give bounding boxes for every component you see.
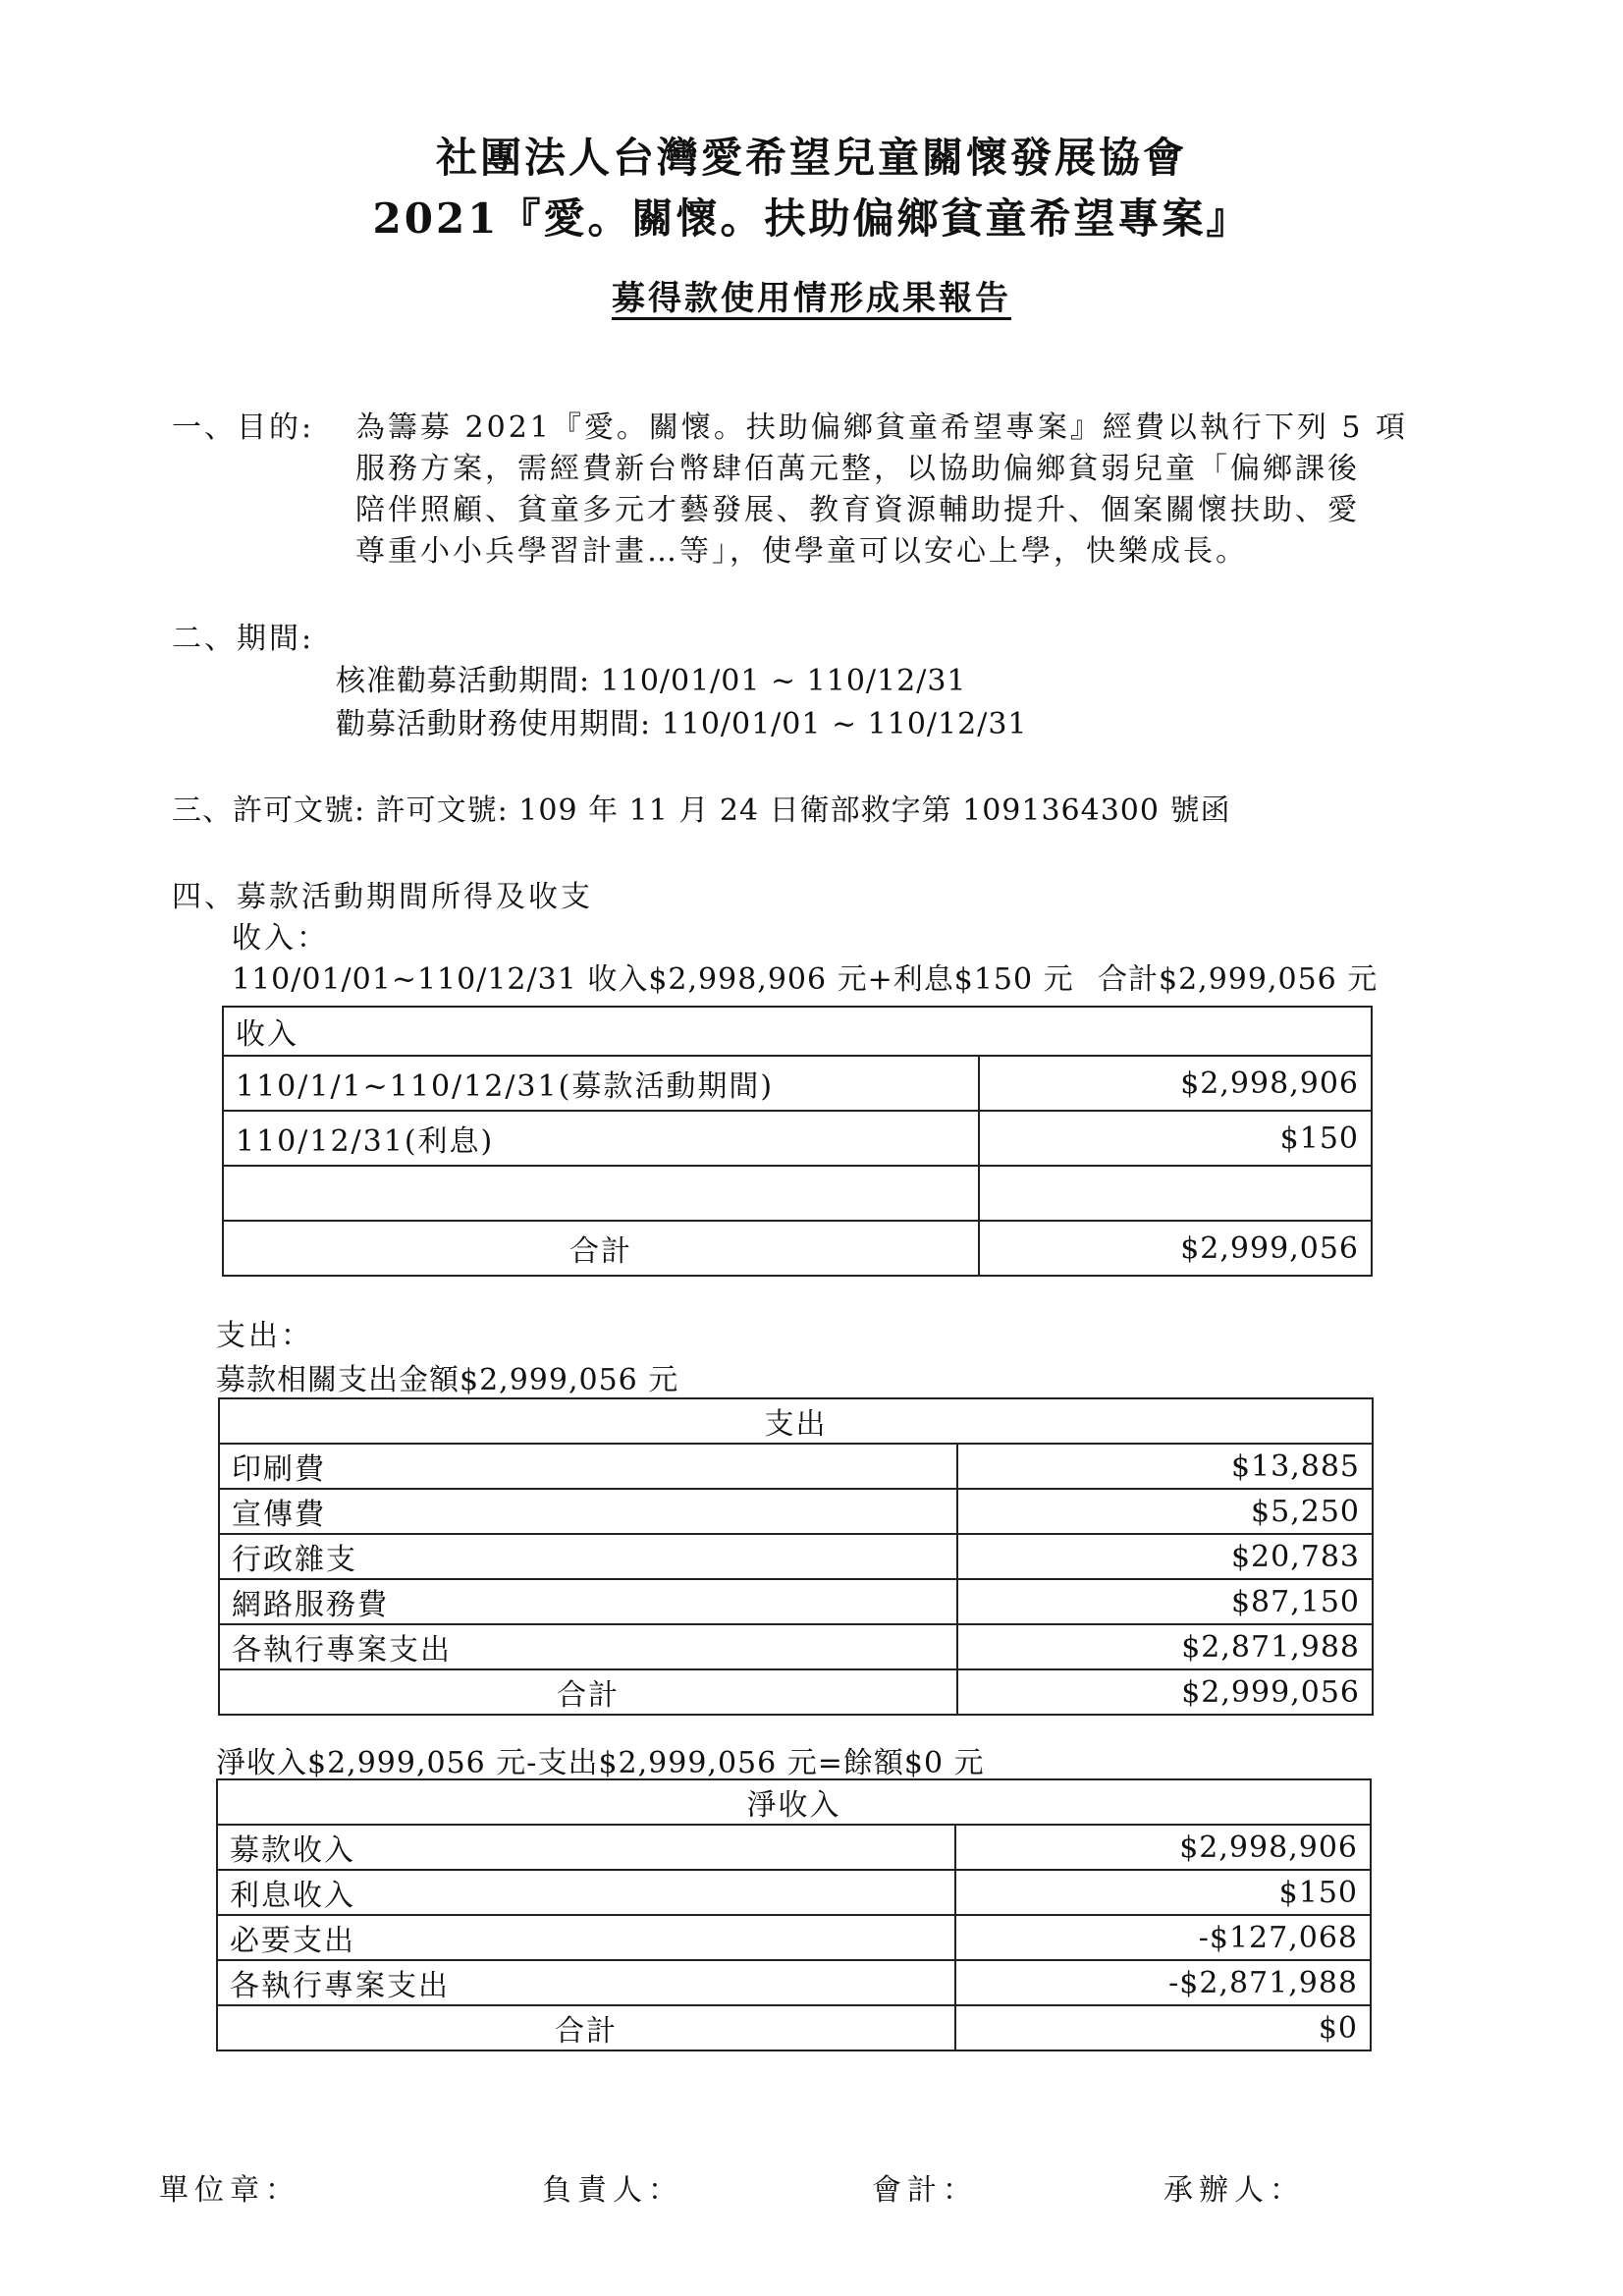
table-row — [217, 1825, 1371, 1870]
net-summary: 淨收入$2,999,056 元-支出$2,999,056 元=餘額$0 元 — [216, 1746, 985, 1780]
table-total-row — [223, 1221, 1372, 1276]
net-item: 利息收入 — [217, 1870, 955, 1915]
net-item: 必要支出 — [217, 1915, 955, 1960]
income-total-summary: 合計$2,999,056 元 — [1098, 962, 1379, 997]
org-title: 社團法人台灣愛希望兒童關懷發展協會 — [435, 134, 1187, 182]
expense-amount: $20,783 — [957, 1534, 1373, 1579]
expense-amount: $2,871,988 — [957, 1624, 1373, 1669]
purpose-line: 服務方案，需經費新台幣肆佰萬元整，以協助偏鄉貧弱兒童「偏鄉課後 — [355, 452, 1360, 486]
responsible-person-label: 負責人： — [542, 2173, 683, 2208]
income-item — [223, 1166, 979, 1221]
income-amount — [979, 1166, 1372, 1221]
expense-total-amount: $2,999,056 — [957, 1669, 1373, 1715]
period-label: 二、期間: — [172, 622, 315, 656]
net-income-table — [216, 1778, 1372, 2051]
table-row — [219, 1534, 1373, 1579]
table-row — [217, 1870, 1371, 1915]
project-title: 2021『愛。關懷。扶助偏鄉貧童希望專案』 — [372, 194, 1251, 243]
income-section-label: 四、募款活動期間所得及收支 — [172, 880, 593, 914]
net-table-header: 淨收入 — [217, 1779, 1371, 1825]
expense-item: 印刷費 — [219, 1444, 957, 1489]
approved-period: 核准勸募活動期間: 110/01/01 ~ 110/12/31 — [336, 664, 967, 698]
table-row — [223, 1166, 1372, 1221]
accountant-label: 會計： — [872, 2173, 978, 2208]
net-amount: -$127,068 — [955, 1915, 1371, 1960]
expense-amount: $5,250 — [957, 1489, 1373, 1534]
expense-item: 行政雜支 — [219, 1534, 957, 1579]
income-label: 收入： — [232, 921, 329, 956]
income-table — [222, 1006, 1373, 1277]
income-item: 110/1/1~110/12/31(募款活動期間) — [223, 1056, 979, 1111]
table-header-row — [223, 1007, 1372, 1056]
net-item: 募款收入 — [217, 1825, 955, 1870]
table-row — [223, 1111, 1372, 1166]
net-total-amount: $0 — [955, 2005, 1371, 2050]
net-item: 各執行專案支出 — [217, 1960, 955, 2005]
net-amount: $2,998,906 — [955, 1825, 1371, 1870]
purpose-line: 陪伴照顧、貧童多元才藝發展、教育資源輔助提升、個案關懷扶助、愛 — [355, 493, 1360, 527]
income-total-label: 合計 — [223, 1221, 979, 1276]
expense-item: 網路服務費 — [219, 1579, 957, 1624]
expense-table — [218, 1397, 1374, 1716]
expense-table-header: 支出 — [219, 1398, 1373, 1444]
table-row — [219, 1579, 1373, 1624]
expense-summary: 募款相關支出金額$2,999,056 元 — [216, 1363, 679, 1397]
income-total-amount: $2,999,056 — [979, 1221, 1372, 1276]
expense-total-label: 合計 — [219, 1669, 957, 1715]
table-header-row — [217, 1779, 1371, 1825]
income-table-header: 收入 — [223, 1007, 1372, 1056]
table-row — [219, 1444, 1373, 1489]
unit-seal-label: 單位章： — [159, 2173, 300, 2208]
expense-label: 支出： — [216, 1319, 313, 1353]
table-row — [219, 1624, 1373, 1669]
purpose-line: 為籌募 2021『愛。關懷。扶助偏鄉貧童希望專案』經費以執行下列 5 項 — [355, 410, 1409, 445]
report-title: 募得款使用情形成果報告 — [612, 279, 1011, 318]
income-summary: 110/01/01~110/12/31 收入$2,998,906 元+利息$150 元 — [232, 962, 1074, 997]
handler-label: 承辦人： — [1163, 2173, 1305, 2208]
net-amount: -$2,871,988 — [955, 1960, 1371, 2005]
purpose-line: 尊重小小兵學習計畫…等」，使學童可以安心上學，快樂成長。 — [355, 534, 1248, 569]
expense-item: 各執行專案支出 — [219, 1624, 957, 1669]
expense-amount: $13,885 — [957, 1444, 1373, 1489]
table-row — [219, 1489, 1373, 1534]
income-amount: $150 — [979, 1111, 1372, 1166]
table-total-row — [217, 2005, 1371, 2050]
table-header-row — [219, 1398, 1373, 1444]
expense-amount: $87,150 — [957, 1579, 1373, 1624]
table-row — [217, 1960, 1371, 2005]
table-total-row — [219, 1669, 1373, 1715]
expense-item: 宣傳費 — [219, 1489, 957, 1534]
income-item: 110/12/31(利息) — [223, 1111, 979, 1166]
permit-line: 三、許可文號: 許可文號: 109 年 11 月 24 日衛部救字第 1091364300 號函 — [172, 793, 1231, 828]
net-amount: $150 — [955, 1870, 1371, 1915]
table-row — [223, 1056, 1372, 1111]
net-total-label: 合計 — [217, 2005, 955, 2050]
purpose-label: 一、目的: — [172, 410, 315, 445]
table-row — [217, 1915, 1371, 1960]
income-amount: $2,998,906 — [979, 1056, 1372, 1111]
finance-period: 勸募活動財務使用期間: 110/01/01 ~ 110/12/31 — [336, 707, 1028, 741]
